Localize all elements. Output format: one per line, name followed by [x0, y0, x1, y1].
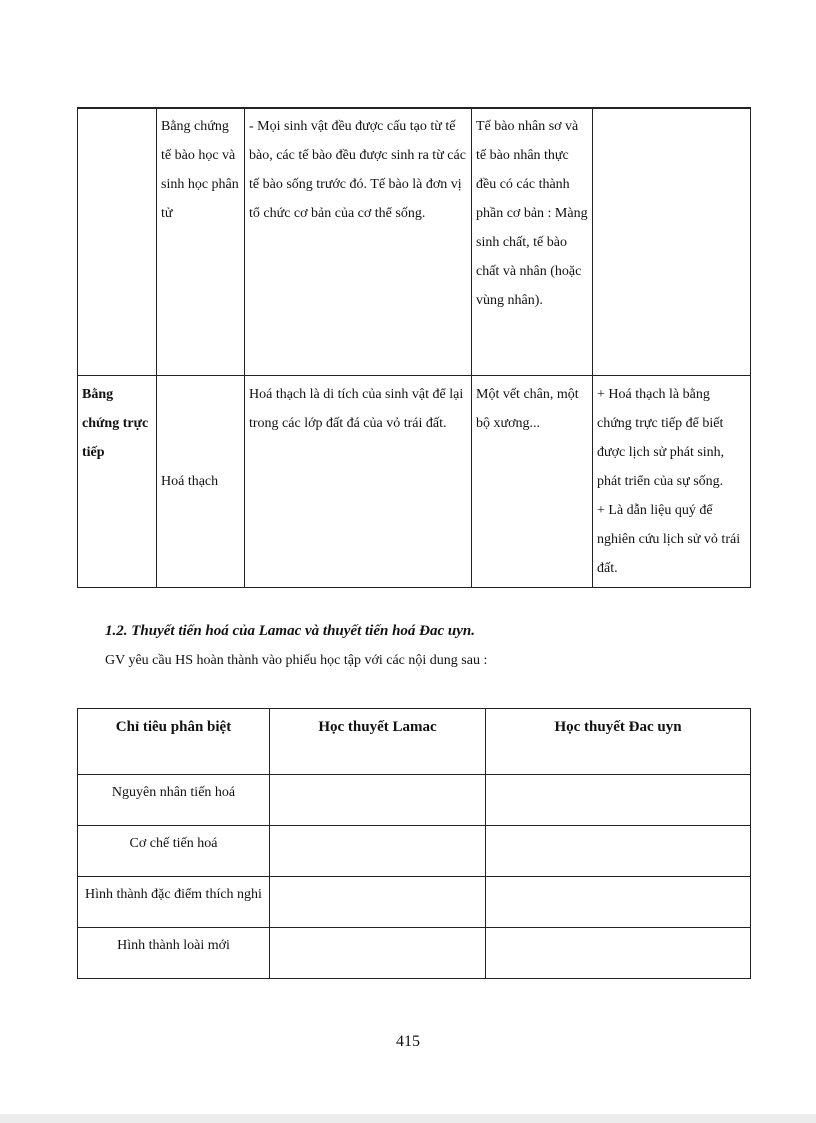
row-label: Nguyên nhân tiến hoá [78, 775, 270, 826]
table-cell: Một vết chân, một bộ xương... [472, 376, 593, 588]
evidence-table [77, 107, 751, 588]
table-header-row [78, 709, 751, 775]
page-footer-band [0, 1114, 816, 1123]
table-cell [593, 376, 751, 588]
comparison-table [77, 708, 751, 979]
table-row [78, 928, 751, 979]
column-header: Học thuyết Lamac [270, 709, 486, 775]
empty-cell [270, 826, 486, 877]
row-label: Cơ chế tiến hoá [78, 826, 270, 877]
empty-cell [270, 877, 486, 928]
section-heading: 1.2. Thuyết tiến hoá của Lamac và thuyết tiến hoá Đac uyn. [105, 623, 475, 639]
table-row [78, 108, 751, 376]
table-cell: Bằng chứng trực tiếp [78, 376, 157, 588]
table-row [78, 376, 751, 588]
table-cell [78, 108, 157, 376]
column-header: Học thuyết Đac uyn [486, 709, 751, 775]
table-row [78, 826, 751, 877]
table-row [78, 877, 751, 928]
empty-cell [270, 928, 486, 979]
empty-cell [270, 775, 486, 826]
table-cell: Tế bào nhân sơ và tế bào nhân thực đều có các thành phần cơ bản : Màng sinh chất, tế bào chất và nhân (hoặc vùng nhân). [472, 108, 593, 376]
column-header: Chỉ tiêu phân biệt [78, 709, 270, 775]
cell-line: + Hoá thạch là bằng chứng trực tiếp để biết được lịch sử phát sinh, phát triển của sự sống. [597, 387, 725, 489]
empty-cell [486, 877, 751, 928]
empty-cell [486, 775, 751, 826]
cell-line: + Là dẫn liệu quý để nghiên cứu lịch sử vỏ trái đất. [597, 503, 741, 576]
row-label: Hình thành đặc điểm thích nghi [78, 877, 270, 928]
empty-cell [486, 928, 751, 979]
intro-text: GV yêu cầu HS hoàn thành vào phiếu học tập với các nội dung sau : [105, 653, 488, 668]
table-row [78, 775, 751, 826]
table-cell: Hoá thạch là di tích của sinh vật để lại trong các lớp đất đá của vỏ trái đất. [245, 376, 472, 588]
table-cell: Hoá thạch [157, 376, 245, 588]
page-number: 415 [396, 1033, 420, 1050]
table-cell [593, 108, 751, 376]
row-label: Hình thành loài mới [78, 928, 270, 979]
table-cell: Bằng chứng tế bào học và sinh học phân tử [157, 108, 245, 376]
table-cell: - Mọi sinh vật đều được cấu tạo từ tế bào, các tế bào đều được sinh ra từ các tế bào sống trước đó. Tế bào là đơn vị tổ chức cơ bản của cơ thể sống. [245, 108, 472, 376]
empty-cell [486, 826, 751, 877]
